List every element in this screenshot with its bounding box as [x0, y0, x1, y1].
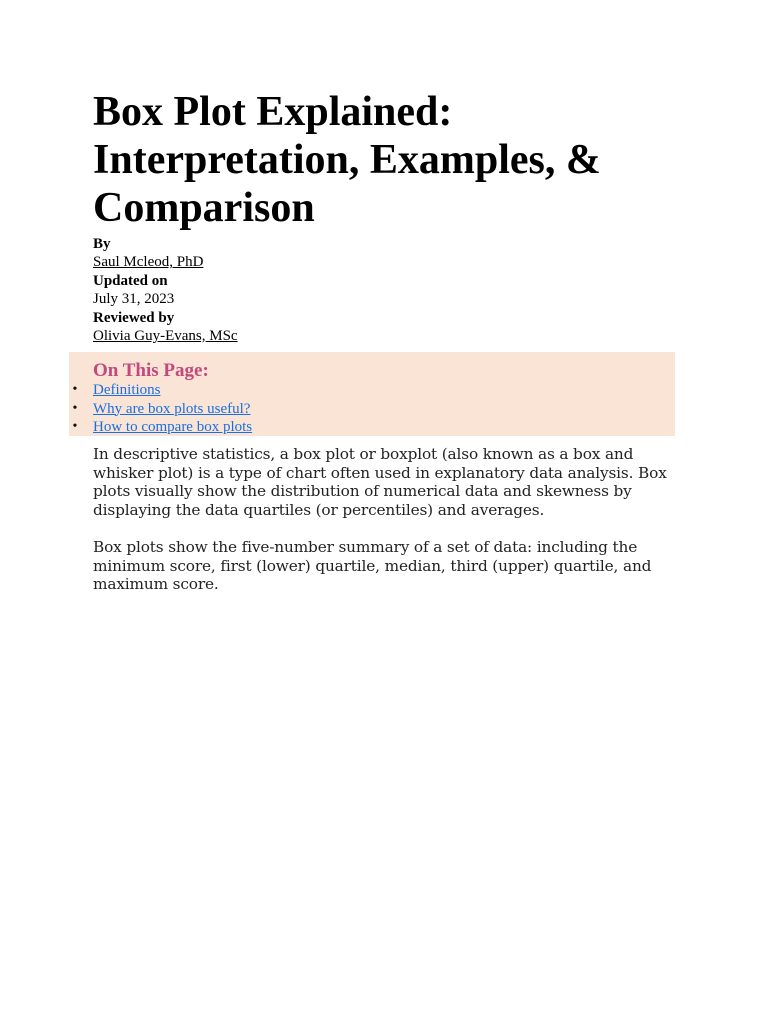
- by-label: By: [93, 236, 111, 252]
- toc-link-why-useful[interactable]: Why are box plots useful?: [93, 400, 251, 417]
- table-of-contents: [69, 352, 675, 436]
- toc-link-compare[interactable]: How to compare box plots: [93, 419, 253, 435]
- paragraph-intro: In descriptive statistics, a box plot or boxplot (also known as a box and whisker plot) is a type of chart often used in explanatory data analysis. Box plots visually show the distribution of numerical data and skewness by displaying the data quartiles (or percentiles) and averages.: [93, 445, 667, 519]
- reviewed-label: Reviewed by: [93, 309, 175, 326]
- paragraph-five-number-summary: Box plots show the five-number summary of a set of data: including the minimum score, first (lower) quartile, median, third (upper) quartile, and maximum score.: [93, 537, 652, 594]
- byline: [93, 235, 675, 345]
- bullet-icon: •: [72, 400, 78, 416]
- reviewer-link[interactable]: Olivia Guy-Evans, MSc: [93, 328, 238, 345]
- bullet-icon: •: [72, 382, 78, 397]
- bullet-icon: •: [72, 419, 78, 434]
- toc-heading: On This Page:: [93, 360, 209, 381]
- page-title: Box Plot Explained: Interpretation, Examples, & Comparison: [93, 89, 601, 231]
- updated-label: Updated on: [93, 272, 168, 289]
- article-body: [93, 445, 675, 612]
- article-header: [93, 88, 675, 345]
- author-link[interactable]: Saul Mcleod, PhD: [93, 254, 204, 271]
- toc-link-definitions[interactable]: Definitions: [93, 382, 161, 398]
- updated-date: July 31, 2023: [93, 291, 175, 308]
